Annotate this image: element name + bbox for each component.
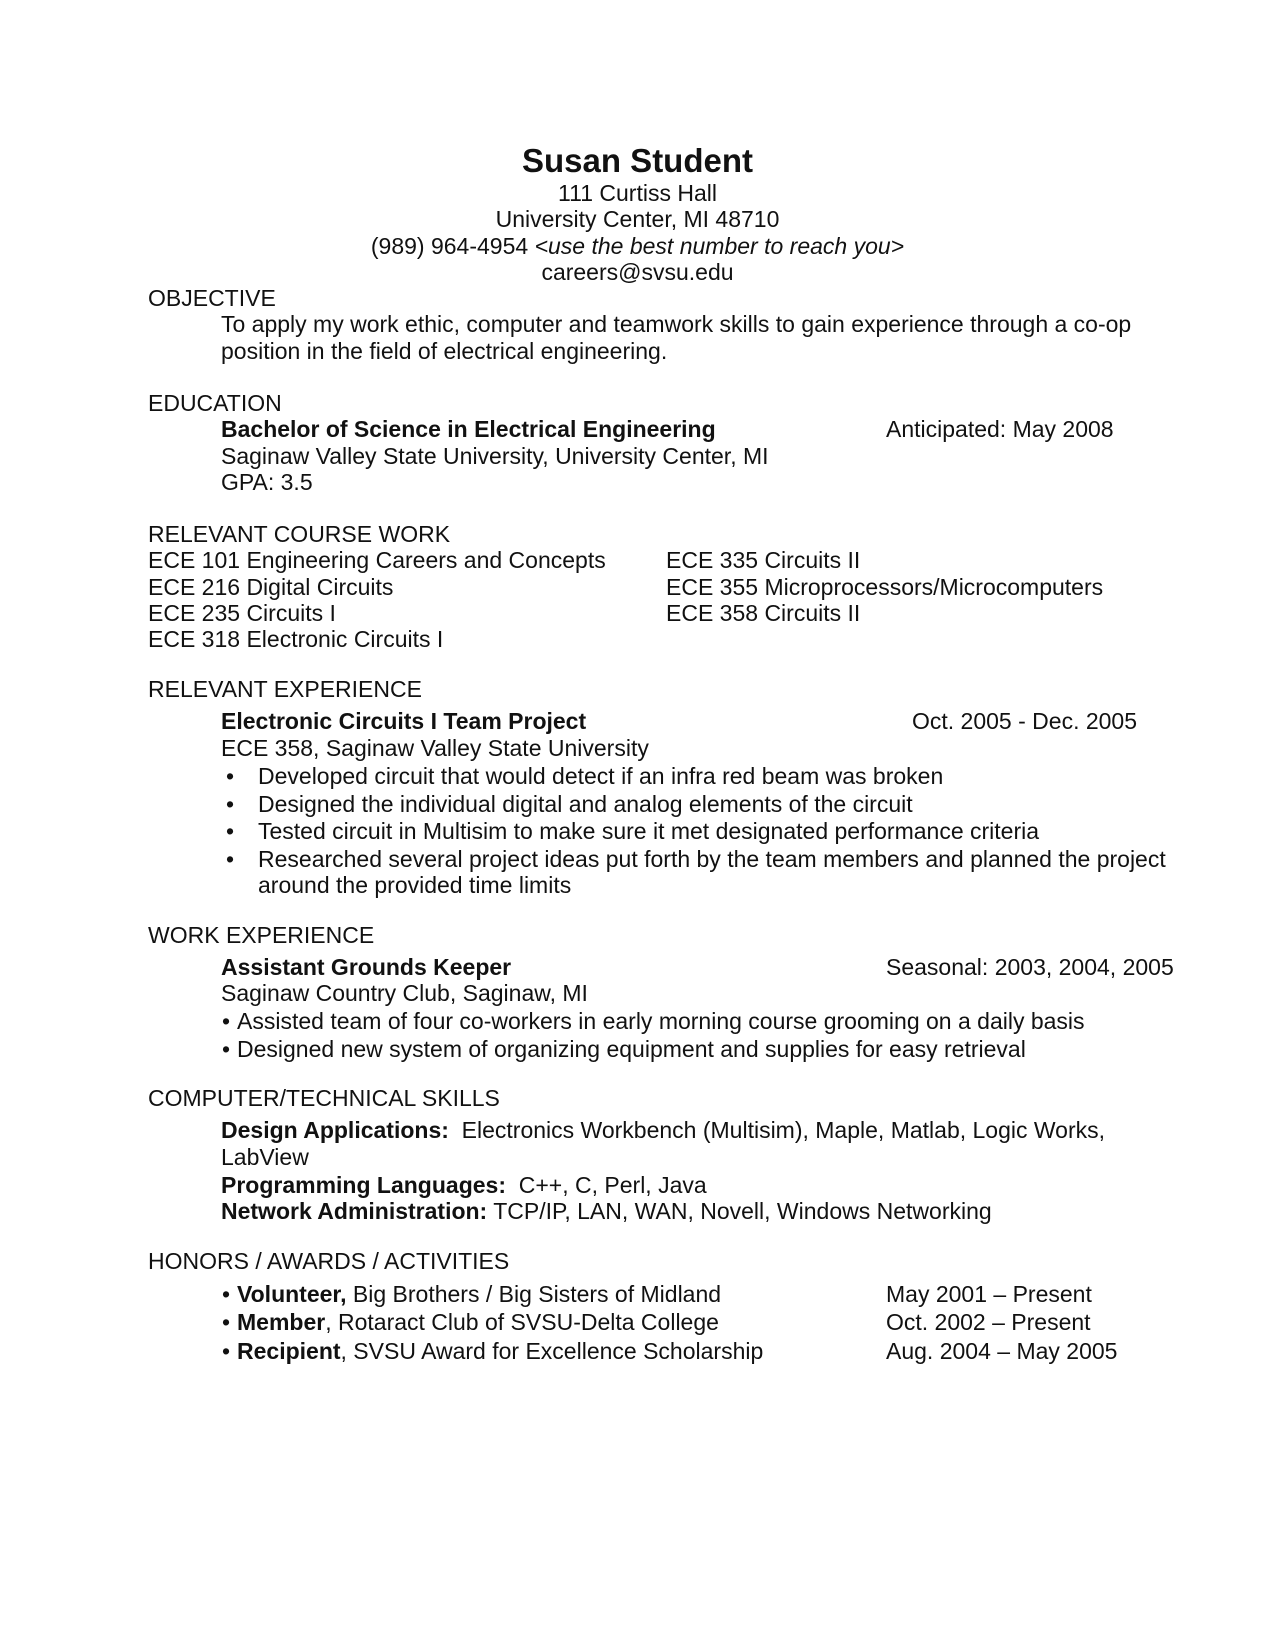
design-applications <box>221 1117 1105 1144</box>
phone-note: <use the best number to reach you> <box>534 233 905 259</box>
honor-role: Volunteer, <box>237 1281 347 1307</box>
job-date: Seasonal: 2003, 2004, 2005 <box>886 954 1174 980</box>
honor-item <box>237 1309 719 1336</box>
honor-date: Oct. 2002 – Present <box>886 1309 1091 1335</box>
skill-label: Programming Languages: <box>221 1172 506 1198</box>
gpa: GPA: 3.5 <box>221 469 313 495</box>
work-experience-heading: WORK EXPERIENCE <box>148 922 375 948</box>
degree-title: Bachelor of Science in Electrical Engineering <box>221 416 716 442</box>
honor-item <box>237 1281 721 1308</box>
skill-label: Design Applications: <box>221 1117 449 1143</box>
honor-role: Recipient <box>237 1338 341 1364</box>
applicant-name: Susan Student <box>521 142 754 179</box>
list-item: Developed circuit that would detect if an infra red beam was broken <box>258 763 944 789</box>
project-date: Oct. 2005 - Dec. 2005 <box>912 708 1138 734</box>
phone-number: (989) 964-4954 <box>370 233 535 259</box>
list-item: Designed new system of organizing equipment and supplies for easy retrieval <box>237 1036 1026 1062</box>
email-address[interactable]: careers@svsu.edu <box>541 259 734 285</box>
list-item: Researched several project ideas put forth by the team members and planned the project <box>258 846 1166 872</box>
honor-desc: , SVSU Award for Excellence Scholarship <box>340 1338 764 1364</box>
skill-value: TCP/IP, LAN, WAN, Novell, Windows Networking <box>487 1198 992 1224</box>
list-item: Assisted team of four co-workers in early morning course grooming on a daily basis <box>237 1008 1085 1034</box>
network-administration <box>221 1198 992 1225</box>
honors-heading: HONORS / AWARDS / ACTIVITIES <box>148 1248 510 1274</box>
coursework-heading: RELEVANT COURSE WORK <box>148 521 451 547</box>
bullet-icon: • <box>222 1338 231 1364</box>
list-item: Tested circuit in Multisim to make sure it met designated performance criteria <box>258 818 1040 844</box>
objective-text-line-1: To apply my work ethic, computer and teamwork skills to gain experience through a co-op <box>221 311 1132 337</box>
bullet-icon: • <box>226 763 235 789</box>
course-item: ECE 235 Circuits I <box>148 600 336 626</box>
honor-role: Member <box>237 1309 326 1335</box>
course-item: ECE 216 Digital Circuits <box>148 574 394 600</box>
project-org: ECE 358, Saginaw Valley State University <box>221 735 649 761</box>
bullet-icon: • <box>226 846 235 872</box>
phone-line <box>0 233 1275 260</box>
skill-label: Network Administration: <box>221 1198 488 1224</box>
objective-heading: OBJECTIVE <box>148 285 276 311</box>
programming-languages <box>221 1172 707 1199</box>
course-item: ECE 318 Electronic Circuits I <box>148 626 444 652</box>
honor-date: Aug. 2004 – May 2005 <box>886 1338 1118 1364</box>
bullet-icon: • <box>226 791 235 817</box>
course-item: ECE 355 Microprocessors/Microcomputers <box>666 574 1104 600</box>
education-heading: EDUCATION <box>148 390 282 416</box>
honor-desc: Big Brothers / Big Sisters of Midland <box>346 1281 722 1307</box>
job-title: Assistant Grounds Keeper <box>221 954 512 980</box>
bullet-icon: • <box>222 1008 231 1034</box>
honor-item <box>237 1338 763 1365</box>
course-item: ECE 358 Circuits II <box>666 600 861 626</box>
degree-date: Anticipated: May 2008 <box>886 416 1114 442</box>
list-item: Designed the individual digital and analog elements of the circuit <box>258 791 913 817</box>
course-item: ECE 101 Engineering Careers and Concepts <box>148 547 606 573</box>
bullet-icon: • <box>222 1309 231 1335</box>
skill-value: C++, C, Perl, Java <box>505 1172 707 1198</box>
objective-text-line-2: position in the field of electrical engineering. <box>221 338 668 364</box>
skill-value: Electronics Workbench (Multisim), Maple, Matlab, Logic Works, <box>448 1117 1106 1143</box>
job-org: Saginaw Country Club, Saginaw, MI <box>221 980 588 1006</box>
project-title: Electronic Circuits I Team Project <box>221 708 587 734</box>
bullet-icon: • <box>222 1281 231 1307</box>
honor-desc: , Rotaract Club of SVSU-Delta College <box>325 1309 719 1335</box>
list-item-continuation: around the provided time limits <box>258 872 572 898</box>
honor-date: May 2001 – Present <box>886 1281 1092 1307</box>
address-line-2: University Center, MI 48710 <box>495 206 780 232</box>
skills-heading: COMPUTER/TECHNICAL SKILLS <box>148 1085 500 1111</box>
bullet-icon: • <box>226 818 235 844</box>
address-line-1: 111 Curtiss Hall <box>558 180 717 206</box>
relevant-experience-heading: RELEVANT EXPERIENCE <box>148 676 422 702</box>
design-applications-continuation: LabView <box>221 1144 309 1170</box>
bullet-icon: • <box>222 1036 231 1062</box>
school-name: Saginaw Valley State University, University Center, MI <box>221 443 769 469</box>
course-item: ECE 335 Circuits II <box>666 547 861 573</box>
